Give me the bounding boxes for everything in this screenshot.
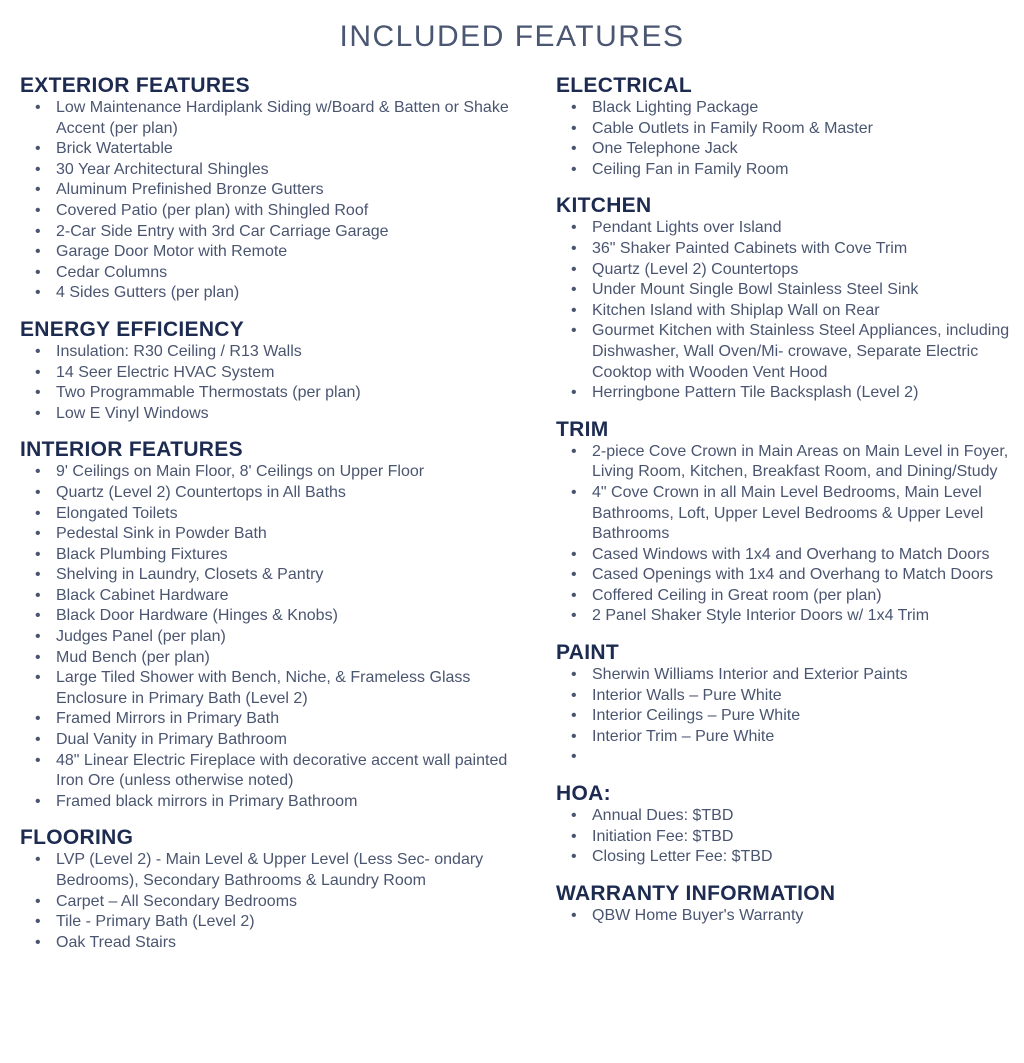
feature-item <box>556 747 1018 768</box>
feature-item: • Herringbone Pattern Tile Backsplash (Level 2) <box>556 383 1018 404</box>
feature-item: • Shelving in Laundry, Closets & Pantry <box>20 565 520 586</box>
feature-item: • Garage Door Motor with Remote <box>20 242 520 263</box>
feature-item: • Insulation: R30 Ceiling / R13 Walls <box>20 342 520 363</box>
feature-item: • Large Tiled Shower with Bench, Niche, & Frameless Glass Enclosure in Primary Bath (Level 2) <box>20 668 520 709</box>
feature-item: • Annual Dues: $TBD <box>556 806 1018 827</box>
feature-item: • 2-Car Side Entry with 3rd Car Carriage Garage <box>20 222 520 243</box>
right-column <box>556 74 1018 940</box>
feature-item: • Gourmet Kitchen with Stainless Steel Appliances, including Dishwasher, Wall Oven/Mi- crowave, Separate Electric Cooktop with Wooden Vent Hood <box>556 321 1018 383</box>
feature-list <box>556 98 1018 180</box>
feature-item: • 2-piece Cove Crown in Main Areas on Main Level in Foyer, Living Room, Kitchen, Breakfast Room, and Dining/Study <box>556 442 1018 483</box>
feature-item: • One Telephone Jack <box>556 139 1018 160</box>
feature-item: • Covered Patio (per plan) with Shingled Roof <box>20 201 520 222</box>
feature-item: • QBW Home Buyer's Warranty <box>556 906 1018 927</box>
feature-item: • Interior Walls – Pure White <box>556 686 1018 707</box>
feature-list <box>556 665 1018 768</box>
feature-item: • Low Maintenance Hardiplank Siding w/Board & Batten or Shake Accent (per plan) <box>20 98 520 139</box>
feature-item: • Elongated Toilets <box>20 504 520 525</box>
feature-list <box>556 442 1018 627</box>
section-heading: ENERGY EFFICIENCY <box>20 317 245 341</box>
section-heading: KITCHEN <box>556 194 652 218</box>
feature-item: • 4" Cove Crown in all Main Level Bedrooms, Main Level Bathrooms, Loft, Upper Level Bedrooms & Upper Level Bathrooms <box>556 483 1018 545</box>
feature-item: • Black Cabinet Hardware <box>20 586 520 607</box>
section-warranty-information <box>556 882 1018 927</box>
feature-item: • 2 Panel Shaker Style Interior Doors w/ 1x4 Trim <box>556 606 1018 627</box>
feature-list <box>556 806 1018 868</box>
section-kitchen <box>556 194 1018 403</box>
section-heading: WARRANTY INFORMATION <box>556 881 836 905</box>
feature-item: • Two Programmable Thermostats (per plan) <box>20 383 520 404</box>
feature-item: • Kitchen Island with Shiplap Wall on Rear <box>556 301 1018 322</box>
section-electrical <box>556 74 1018 180</box>
feature-item: • Cable Outlets in Family Room & Master <box>556 119 1018 140</box>
feature-list <box>556 218 1018 403</box>
left-column <box>20 74 520 967</box>
feature-item: • Tile - Primary Bath (Level 2) <box>20 912 520 933</box>
feature-list <box>556 906 1018 927</box>
feature-item: • Cased Openings with 1x4 and Overhang to Match Doors <box>556 565 1018 586</box>
feature-item: • Black Door Hardware (Hinges & Knobs) <box>20 606 520 627</box>
feature-list <box>20 462 520 812</box>
feature-item: • Ceiling Fan in Family Room <box>556 160 1018 181</box>
feature-item: • Pendant Lights over Island <box>556 218 1018 239</box>
feature-item: • Mud Bench (per plan) <box>20 648 520 669</box>
feature-item: • 36" Shaker Painted Cabinets with Cove Trim <box>556 239 1018 260</box>
section-heading: HOA: <box>556 782 611 806</box>
section-heading: INTERIOR FEATURES <box>20 438 243 462</box>
feature-item: • Pedestal Sink in Powder Bath <box>20 524 520 545</box>
feature-item: • Framed black mirrors in Primary Bathroom <box>20 792 520 813</box>
feature-item: • Initiation Fee: $TBD <box>556 827 1018 848</box>
section-flooring <box>20 826 520 953</box>
section-heading: ELECTRICAL <box>556 74 692 97</box>
feature-item: • Cased Windows with 1x4 and Overhang to Match Doors <box>556 545 1018 566</box>
section-exterior-features <box>20 74 520 304</box>
feature-item: • Aluminum Prefinished Bronze Gutters <box>20 180 520 201</box>
feature-item: • LVP (Level 2) - Main Level & Upper Level (Less Sec- ondary Bedrooms), Secondary Bathrooms & Laundry Room <box>20 850 520 891</box>
feature-item: • Interior Ceilings – Pure White <box>556 706 1018 727</box>
feature-item: • 30 Year Architectural Shingles <box>20 160 520 181</box>
page-title: INCLUDED FEATURES <box>339 20 685 53</box>
feature-item: • Closing Letter Fee: $TBD <box>556 847 1018 868</box>
feature-item: • 9' Ceilings on Main Floor, 8' Ceilings on Upper Floor <box>20 462 520 483</box>
feature-item: • Brick Watertable <box>20 139 520 160</box>
feature-item: • Judges Panel (per plan) <box>20 627 520 648</box>
feature-item: • Black Lighting Package <box>556 98 1018 119</box>
feature-item: • Quartz (Level 2) Countertops <box>556 260 1018 281</box>
feature-item: • Coffered Ceiling in Great room (per plan) <box>556 586 1018 607</box>
feature-list <box>20 342 520 424</box>
section-heading: FLOORING <box>20 826 134 850</box>
feature-item: • Carpet – All Secondary Bedrooms <box>20 892 520 913</box>
section-paint <box>556 641 1018 768</box>
feature-item: • Framed Mirrors in Primary Bath <box>20 709 520 730</box>
section-heading: EXTERIOR FEATURES <box>20 74 250 97</box>
feature-list <box>20 98 520 304</box>
section-energy-efficiency <box>20 318 520 424</box>
feature-item: • Oak Tread Stairs <box>20 933 520 954</box>
feature-item: • Low E Vinyl Windows <box>20 404 520 425</box>
section-heading: PAINT <box>556 641 619 665</box>
feature-item: • Black Plumbing Fixtures <box>20 545 520 566</box>
feature-item: • Interior Trim – Pure White <box>556 727 1018 748</box>
feature-item: • Quartz (Level 2) Countertops in All Baths <box>20 483 520 504</box>
feature-list <box>20 850 520 953</box>
feature-item: • 48" Linear Electric Fireplace with decorative accent wall painted Iron Ore (unless otherwise noted) <box>20 751 520 792</box>
feature-item: • 14 Seer Electric HVAC System <box>20 363 520 384</box>
feature-item: • Cedar Columns <box>20 263 520 284</box>
section-interior-features <box>20 438 520 812</box>
section-trim <box>556 418 1018 627</box>
section-hoa <box>556 782 1018 868</box>
section-heading: TRIM <box>556 417 609 441</box>
feature-item: • 4 Sides Gutters (per plan) <box>20 283 520 304</box>
feature-item: • Under Mount Single Bowl Stainless Steel Sink <box>556 280 1018 301</box>
feature-item: • Dual Vanity in Primary Bathroom <box>20 730 520 751</box>
feature-item: • Sherwin Williams Interior and Exterior Paints <box>556 665 1018 686</box>
